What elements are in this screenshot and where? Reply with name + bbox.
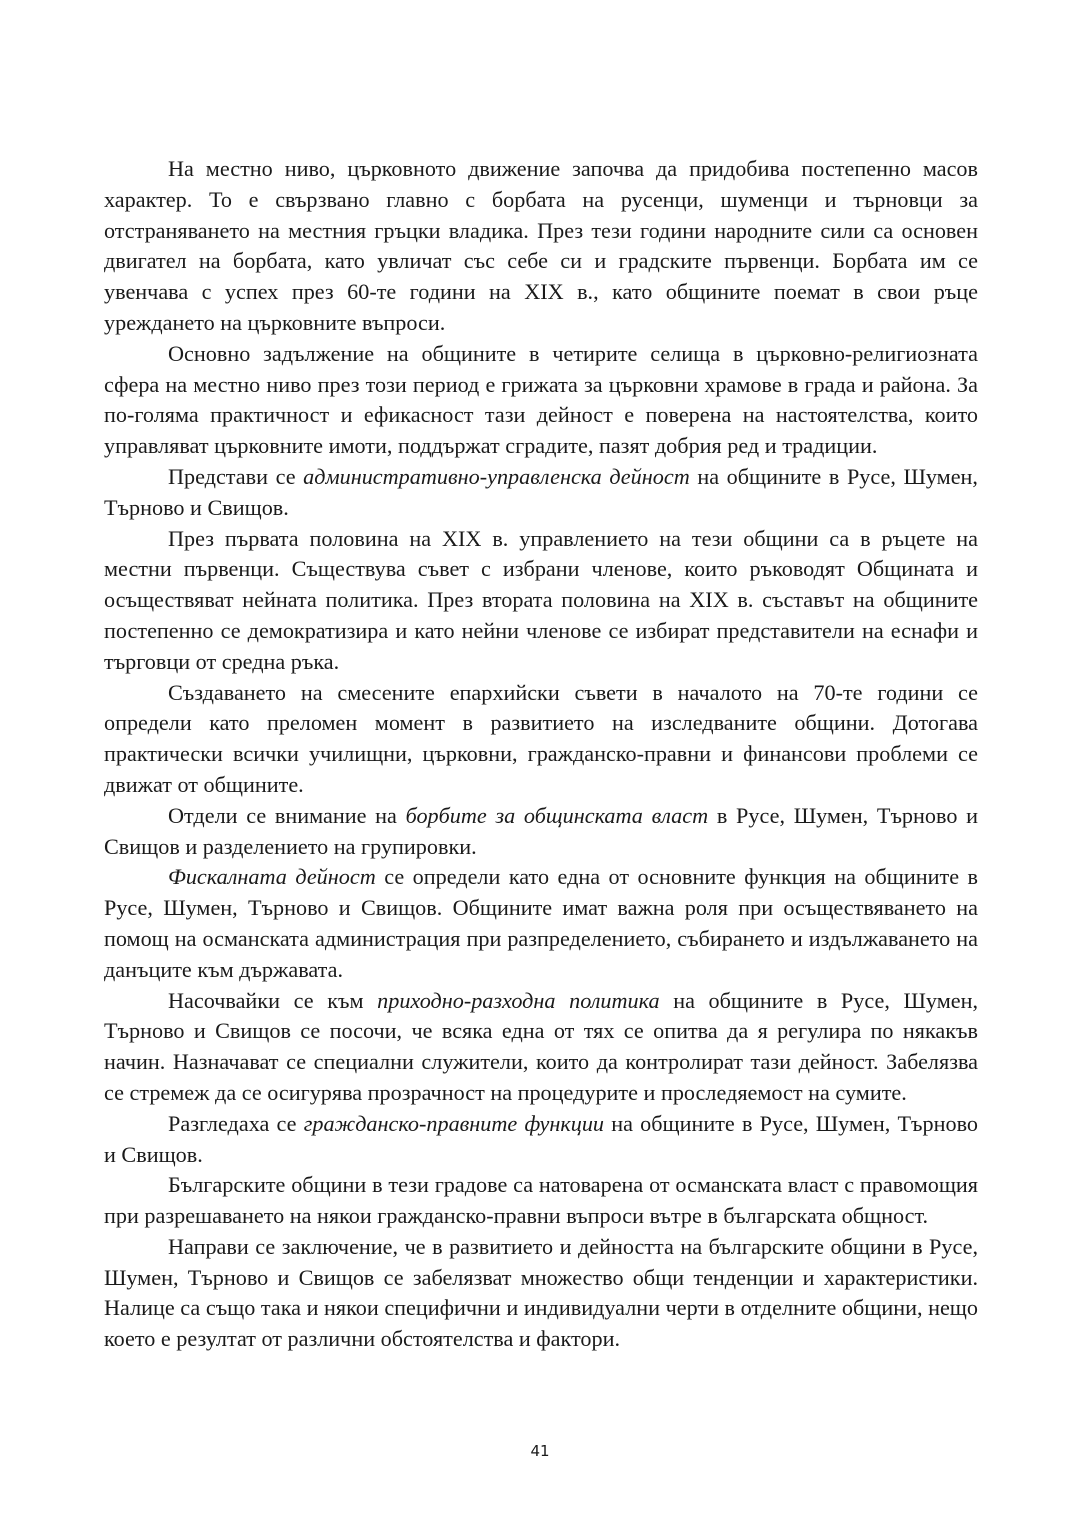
italic-term: гражданско-правните функции [303,1110,605,1136]
paragraph-text: на общините в Русе, Шумен, Търново и Свищов. [104,463,978,520]
document-body [104,154,978,1355]
paragraph [104,339,978,462]
paragraph-text: на общините в Русе, Шумен, Търново и Свищов се посочи, че всяка една от тях се опитва да я регулира по някакъв начин. Назначават се специални служители, които да контролират тази дейност. Забелязва се стремеж да се осигурява прозрачност на процедурите и проследяемост на сумите. [104,987,979,1105]
paragraph [104,462,978,524]
paragraph-text: Отдели се внимание на [168,802,406,828]
page-number: 41 [530,1442,550,1460]
paragraph-text: се определи като една от основните функция на общините в Русе, Шумен, Търново и Свищов. Общините имат важна роля при осъществяването на помощ на османската администрация при разпределението, събирането и издължаването на данъците към държавата. [104,864,978,982]
paragraph [104,986,978,1109]
italic-term: административно-управленска дейност [303,463,690,489]
paragraph [104,678,978,801]
paragraph-text: Създаването на смесените епархийски съвети в началото на 70-те години се определи като преломен момент в развитието на изследваните общини. Дотогава практически всички училищни, църковни, гражданско-правни и финансови проблеми се движат от общините. [104,679,978,797]
paragraph-text: в Русе, Шумен, Търново и Свищов и разделението на групировки. [104,802,978,859]
paragraph [104,801,978,863]
paragraph-text: Българските общини в тези градове са натоварена от османската власт с правомощия при разрешаването на някои гражданско-правни въпроси вътре в българската общност. [104,1172,978,1229]
paragraph [104,154,978,339]
paragraph-text: Насочвайки се към [168,987,378,1013]
paragraph [104,524,978,678]
paragraph [104,1232,978,1355]
paragraph-text: Основно задължение на общините в четирите селища в църковно-религиозната сфера на местно ниво през този период е грижата за църковни храмове в града и района. За по-голяма практичност и ефикасност тази дейност е поверена на настоятелства, които управляват църковните имоти, поддържат сградите, пазят добрия ред и традиции. [104,340,978,459]
italic-term: борбите за общинската власт [405,802,709,828]
paragraph [104,1109,978,1171]
paragraph [104,862,978,985]
italic-term: Фискалната дейност [168,864,376,890]
paragraph-text: На местно ниво, църковното движение започва да придобива постепенно масов характер. То е свързвано главно с борбата на русенци, шуменци и търновци за отстраняването на местния гръцки владика. През тези години народните сили са основен двигател на борбата, като увличат със себе си и градските първенци. Борбата им се увенчава с успех през 60-те години на XIX в., като общините поемат в свои ръце уреждането на църковните въпроси. [104,156,978,335]
paragraph-text: Направи се заключение, че в развитието и дейността на българските общини в Русе, Шумен, Търново и Свищов се забелязват множество общи тенденции и характеристики. Налице са също така и някои специфични и индивидуални черти в отделните общини, нещо което е резултат от различни обстоятелства и фактори. [104,1233,978,1352]
paragraph-text: Разгледаха се [168,1110,304,1136]
paragraph-text: на общините в Русе, Шумен, Търново и Свищов. [104,1110,978,1167]
paragraph-text: През първата половина на XIX в. управлението на тези общини са в ръцете на местни първенци. Съществува съвет с избрани членове, които ръководят Общината и осъществяват нейната политика. През втората половина на XIX в. съставът на общините постепенно се демократизира и като нейни членове се избират представители на еснафи и търговци от средна ръка. [104,525,978,674]
paragraph-text: Представи се [168,463,304,489]
italic-term: приходно-разходна политика [377,987,660,1013]
paragraph [104,1170,978,1232]
